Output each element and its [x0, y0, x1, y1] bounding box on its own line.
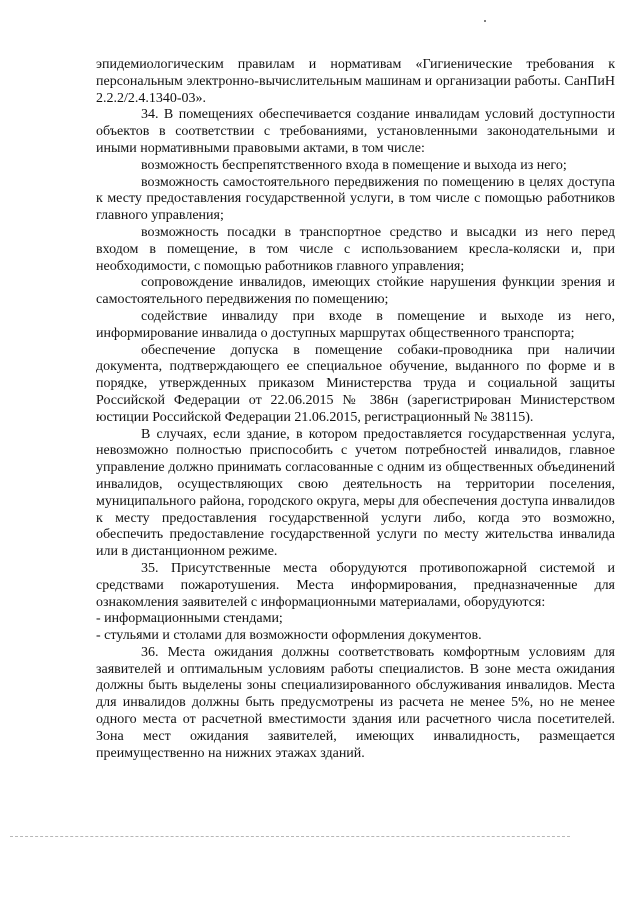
- paragraph-guide-dog: обеспечение допуска в помещение собаки-проводника при наличии документа, подтверждающего ее специальное обучение, выданного по форме и в порядке, утвержденных приказом Министерства труда и социальной защиты Российской Федерации от 22.06.2015 № 386н (зарегистрирован Министерством юстиции Российской Федерации 21.06.2015, регистрационный № 38115).: [96, 342, 615, 425]
- paragraph-assistance: содействие инвалиду при входе в помещение и выходе из него, информирование инвалида о доступных маршрутах общественного транспорта;: [96, 308, 615, 341]
- scan-artifact-line: [10, 836, 570, 837]
- document-page: [96, 57, 615, 762]
- paragraph-continuation: эпидемиологическим правилам и нормативам «Гигиенические требования к персональным электронно-вычислительным машинам и организации работы. СанПиН 2.2.2/2.4.1340-03».: [96, 57, 615, 106]
- paragraph-escort: сопровождение инвалидов, имеющих стойкие нарушения функции зрения и самостоятельного передвижения по помещению;: [96, 275, 615, 308]
- paragraph-transport-boarding: возможность посадки в транспортное средство и высадки из него перед входом в помещение, в том числе с использованием кресла-коляски и, при необходимости, с помощью работников главного управления;: [96, 224, 615, 274]
- list-item-chairs-tables: - стульями и столами для возможности оформления документов.: [96, 628, 482, 644]
- paragraph-item-36: 36. Места ожидания должны соответствовать комфортным условиям для заявителей и оптимальным условиям работы специалистов. В зоне места ожидания должны быть выделены зоны специализированного обслуживания инвалидов. Места для инвалидов должны быть предусмотрены из расчета не менее 5%, но не менее одного места от расчетной вместимости здания или расчетного числа посетителей. Зона мест ожидания заявителей, имеющих инвалидность, размещается преимущественно на нижних этажах зданий.: [96, 644, 615, 761]
- paragraph-item-34: 34. В помещениях обеспечивается создание инвалидам условий доступности объектов в соответствии с требованиями, установленными законодательными и иными нормативными правовыми актами, в том числе:: [96, 107, 615, 156]
- scan-dot: [484, 20, 486, 22]
- paragraph-movement: возможность самостоятельного передвижения по помещению в целях доступа к месту предоставления государственной услуги, в том числе с помощью работников главного управления;: [96, 174, 615, 224]
- paragraph-building-cases: В случаях, если здание, в котором предоставляется государственная услуга, невозможно полностью приспособить с учетом потребностей инвалидов, главное управление должно принимать согласованные с одним из общественных объединений инвалидов, осуществляющих свою деятельность на территории поселения, муниципального района, городского округа, меры для обеспечения доступа инвалидов к месту предоставления государственной услуги либо, когда это возможно, обеспечить предоставление государственной услуги по месту жительства инвалида или в дистанционном режиме.: [96, 426, 615, 560]
- paragraph-entry-access: возможность беспрепятственного входа в помещение и выхода из него;: [141, 157, 567, 173]
- paragraph-item-35: 35. Присутственные места оборудуются противопожарной системой и средствами пожаротушения. Места информирования, предназначенные для ознакомления заявителей с информационными материалами, оборудуются:: [96, 560, 615, 610]
- list-item-stands: - информационными стендами;: [96, 611, 283, 627]
